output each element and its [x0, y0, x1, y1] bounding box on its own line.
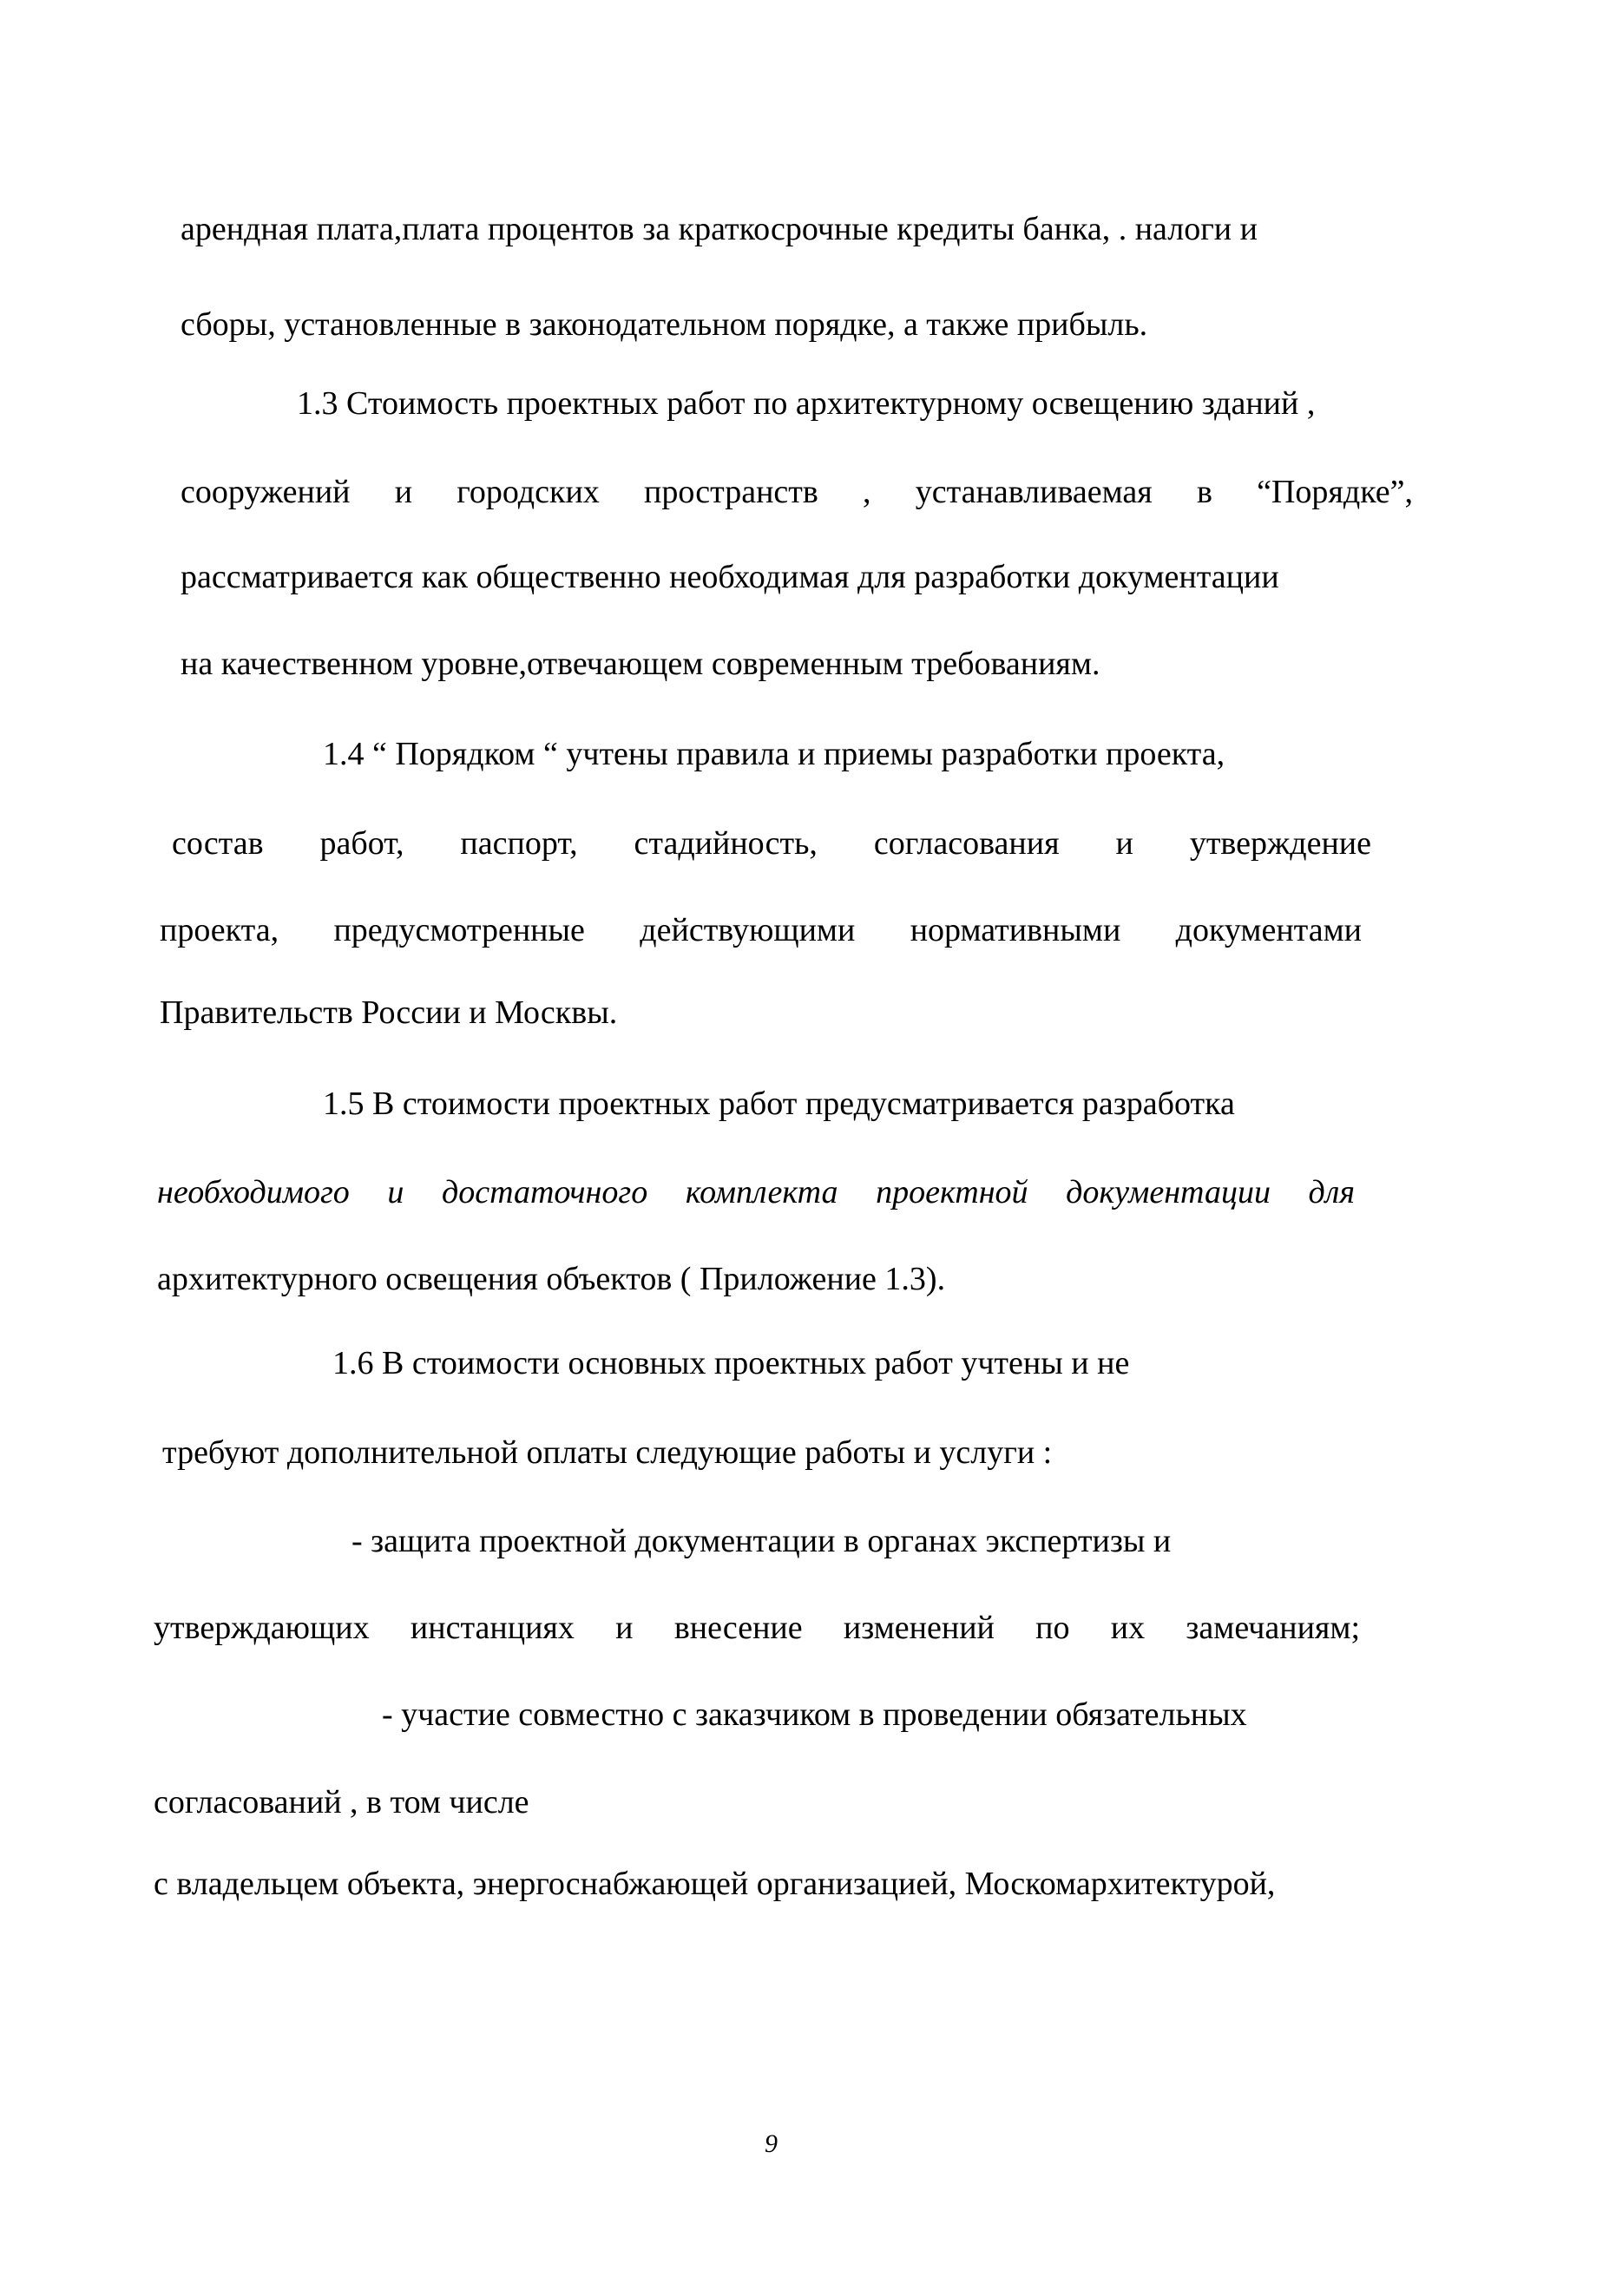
text-line: рассматривается как общественно необходимая для разработки документации: [181, 559, 1279, 595]
text-line: на качественном уровне,отвечающем современным требованиям.: [181, 646, 1100, 682]
text-line: состав работ, паспорт, стадийность, согласования и утверждение: [172, 825, 1371, 862]
text-line: сооружений и городских пространств , устанавливаемая в “Порядке”,: [181, 474, 1413, 510]
text-line: 1.3 Стоимость проектных работ по архитектурному освещению зданий ,: [297, 385, 1316, 422]
page-number: 9: [765, 2129, 778, 2158]
text-line: архитектурного освещения объектов ( Приложение 1.3).: [157, 1261, 946, 1297]
text-line: арендная плата,плата процентов за краткосрочные кредиты банка, . налоги и: [181, 211, 1258, 247]
text-line: - участие совместно с заказчиком в проведении обязательных: [382, 1696, 1247, 1733]
text-line: Правительств России и Москвы.: [160, 994, 618, 1031]
text-line: проекта, предусмотренные действующими нормативными документами: [160, 912, 1362, 948]
text-line: - защита проектной документации в органах экспертизы и: [351, 1523, 1172, 1559]
text-line: 1.4 “ Порядком “ учтены правила и приемы разработки проекта,: [323, 736, 1225, 772]
text-line: 1.6 В стоимости основных проектных работ учтены и не: [332, 1345, 1130, 1381]
text-line: утверждающих инстанциях и внесение изменений по их замечаниям;: [154, 1610, 1360, 1646]
text-line: согласований , в том числе: [154, 1784, 529, 1820]
text-line: требуют дополнительной оплаты следующие работы и услуги :: [162, 1434, 1053, 1471]
text-line: необходимого и достаточного комплекта проектной документации для: [157, 1174, 1355, 1210]
text-line: с владельцем объекта, энергоснабжающей организацией, Москомархитектурой,: [154, 1866, 1276, 1902]
text-line: 1.5 В стоимости проектных работ предусматривается разработка: [323, 1086, 1235, 1122]
text-line: сборы, установленные в законодательном порядке, а также прибыль.: [181, 306, 1148, 343]
